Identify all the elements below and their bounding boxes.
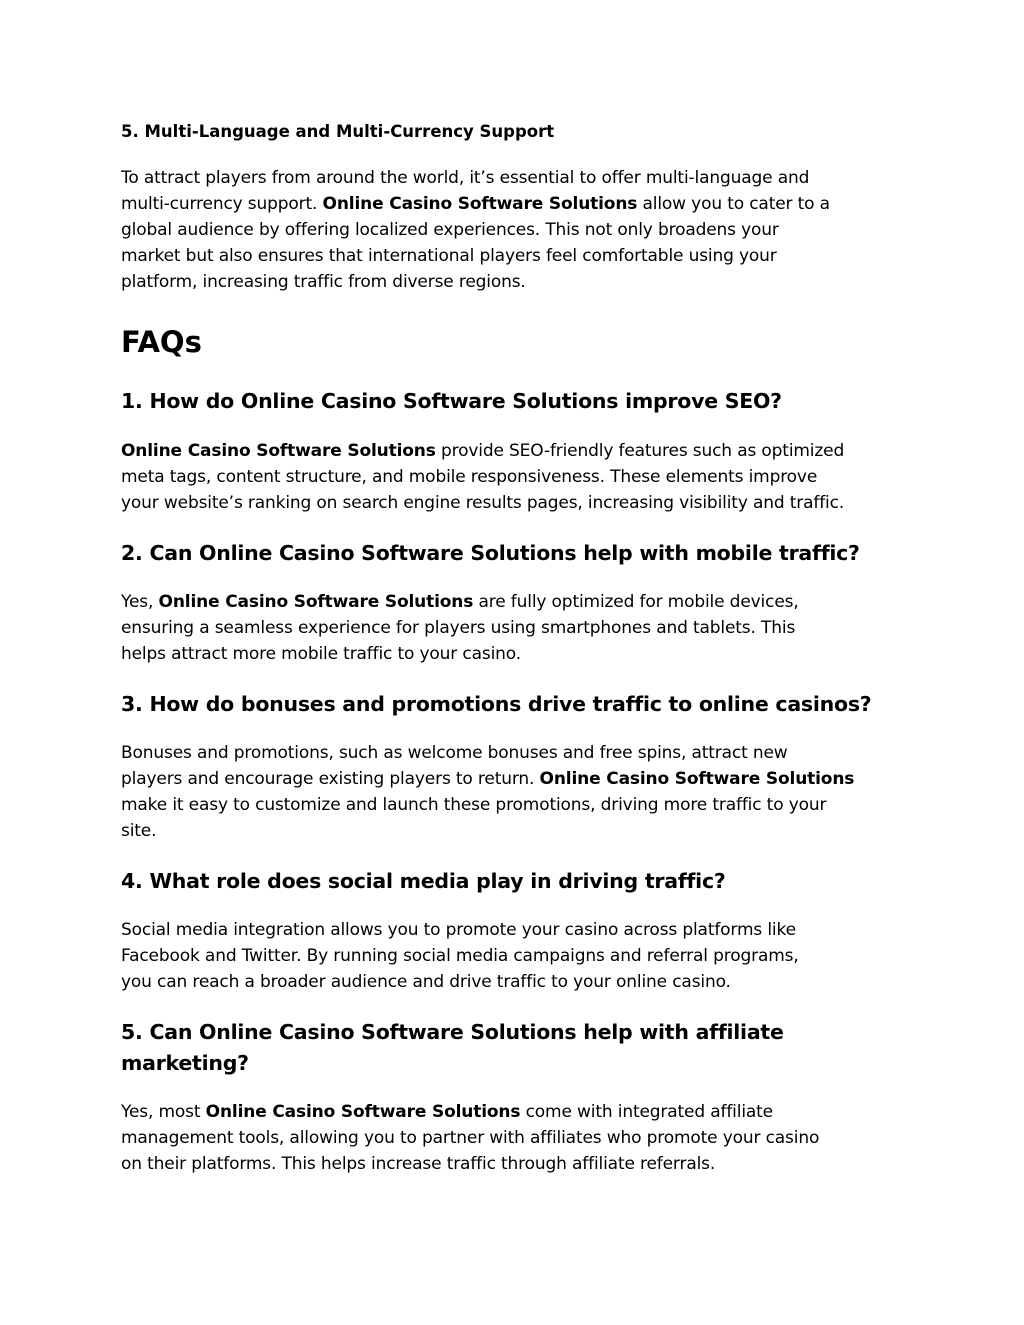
text-line: Facebook and Twitter. By running social media campaigns and referral programs, [121,946,799,966]
text-line [121,438,844,464]
text-run: multi-currency support. [121,194,323,214]
text-line [121,191,830,217]
faq-question [121,689,871,720]
text-line: meta tags, content structure, and mobile responsiveness. These elements improve [121,467,818,487]
question-line: 5. Can Online Casino Software Solutions help with affiliate [121,1020,784,1044]
bold-text: Online Casino Software Solutions [158,592,474,612]
faq-question [121,866,726,897]
question-line: 2. Can Online Casino Software Solutions help with mobile traffic? [121,541,860,565]
text-line [121,766,854,792]
text-line: your website’s ranking on search engine results pages, increasing visibility and traffic. [121,493,845,513]
question-line: 3. How do bonuses and promotions drive traffic to online casinos? [121,692,872,716]
text-line: make it easy to customize and launch these promotions, driving more traffic to your [121,795,827,815]
text-run: Yes, most [121,1102,206,1122]
text-line: on their platforms. This helps increase traffic through affiliate referrals. [121,1154,716,1174]
text-line [121,589,799,615]
faq-answer [121,1099,819,1177]
text-run: provide SEO-friendly features such as optimized [435,441,845,461]
faq-answer [121,589,799,667]
question-line: marketing? [121,1051,249,1075]
section-heading: 5. Multi-Language and Multi-Currency Support [121,122,555,141]
faq-question [121,386,782,417]
text-line: helps attract more mobile traffic to your casino. [121,644,521,664]
text-line: To attract players from around the world, it’s essential to offer multi-language and [121,168,810,188]
text-line: you can reach a broader audience and drive traffic to your online casino. [121,972,731,992]
text-line: global audience by offering localized experiences. This not only broadens your [121,220,779,240]
text-line: Social media integration allows you to promote your casino across platforms like [121,920,796,940]
text-line: market but also ensures that international players feel comfortable using your [121,246,777,266]
faq-question [121,538,860,569]
text-line: Bonuses and promotions, such as welcome bonuses and free spins, attract new [121,743,788,763]
text-run: allow you to cater to a [637,194,830,214]
faqs-title: FAQs [121,325,202,359]
faq-answer [121,438,844,516]
text-run: are fully optimized for mobile devices, [473,592,799,612]
bold-text: Online Casino Software Solutions [121,441,436,461]
faq-answer [121,740,854,844]
question-line: 1. How do Online Casino Software Solutions improve SEO? [121,389,782,413]
text-line: site. [121,821,157,841]
text-line: ensuring a seamless experience for players using smartphones and tablets. This [121,618,796,638]
text-run: Yes, [121,592,159,612]
text-run: come with integrated affiliate [520,1102,773,1122]
bold-text: Online Casino Software Solutions [539,769,855,789]
text-line: platform, increasing traffic from diverse regions. [121,272,526,292]
text-run: players and encourage existing players to return. [121,769,540,789]
bold-text: Online Casino Software Solutions [322,194,638,214]
bold-text: Online Casino Software Solutions [205,1102,521,1122]
faq-question [121,1017,784,1079]
faq-answer [121,917,799,995]
text-line: management tools, allowing you to partner with affiliates who promote your casino [121,1128,820,1148]
question-line: 4. What role does social media play in driving traffic? [121,869,726,893]
section-paragraph [121,165,830,295]
text-line [121,1099,819,1125]
